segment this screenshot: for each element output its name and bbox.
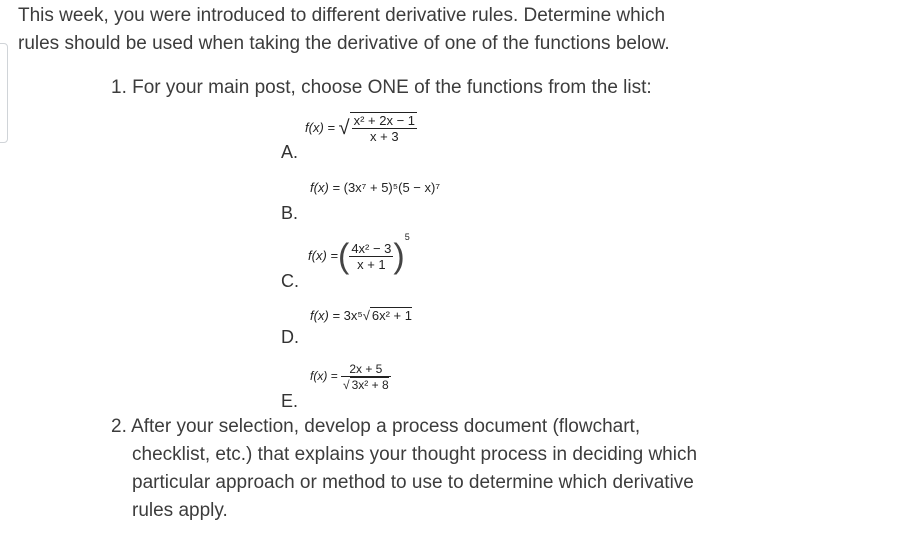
numerator: 4x² − 3 [351,241,392,257]
radicand: 6x² + 1 [371,308,412,323]
option-b-letter: B. [281,203,299,223]
intro-paragraph [18,2,718,58]
item2-line-3: particular approach or method to use to determine which derivative [132,472,694,493]
numerator: 2x + 5 [349,362,383,376]
option-e-formula [310,362,391,392]
function-lhs: f(x) = [308,248,338,263]
intro-line-2: rules should be used when taking the derivative of one of the functions below. [18,33,670,54]
option-e-letter: E. [281,391,299,411]
intro-line-1: This week, you were introduced to different derivative rules. Determine which [18,5,666,26]
instruction-item-2 [111,413,731,525]
option-b-formula [310,180,440,195]
coefficient: 3x⁵ [343,308,363,323]
function-lhs: f(x) = [310,180,340,195]
denominator: x + 1 [349,256,393,272]
option-d-formula [310,307,412,323]
option-c-formula: f(x) =( $\frac{\text{4x² − 3}}{x + 1}$ )$^5$ [308,232,410,276]
option-a-letter: A. [281,142,299,162]
sqrt-symbol: √ [338,117,350,139]
item2-line-2: checklist, etc.) that explains your thought process in deciding which [132,444,698,465]
numerator: x² + 2x − 1 [353,113,416,128]
option-c-letter: C. [281,271,299,291]
item2-line-4: rules apply. [132,500,228,521]
sqrt-symbol: √ [362,308,370,323]
expression: (3x⁷ + 5)⁵(5 − x)⁷ [343,180,441,195]
item2-line-1: 2. After your selection, develop a process document (flowchart, [111,416,641,437]
radicand: 3x² + 8 [351,378,389,392]
function-lhs: f(x) = [310,308,340,323]
side-panel-tab[interactable] [0,43,8,143]
option-d-letter: D. [281,327,299,347]
instruction-item-1: 1. For your main post, choose ONE of the functions from the list: [111,77,652,98]
denominator: x + 3 [352,128,417,144]
exponent: 5 [404,232,410,242]
function-lhs: f(x) = [305,119,335,135]
sqrt-symbol: √ [343,378,350,392]
function-lhs: f(x) = [310,369,338,384]
option-a-formula [305,112,417,144]
